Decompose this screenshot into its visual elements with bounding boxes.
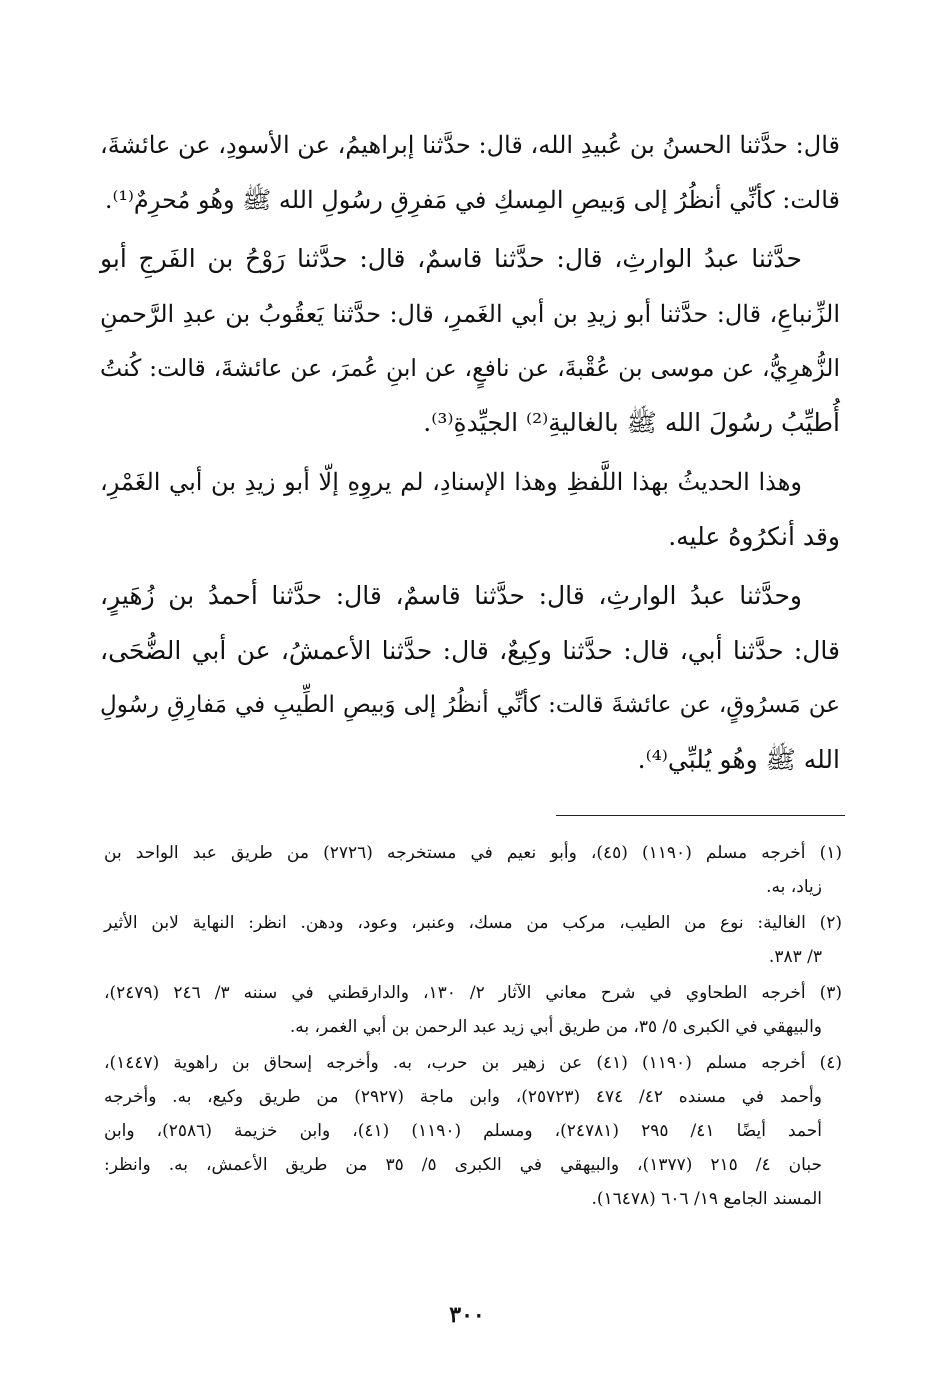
footnote-3 (104, 976, 842, 1044)
text-line: حدَّثنا عبدُ الوارثِ، قال: حدَّثنا قاسمٌ، قال: حدَّثنا رَوْحُ بن الفَرجِ أبو (100, 244, 802, 273)
footnotes (104, 836, 842, 1216)
text-line: قال: حدَّثنا أبي، قال: حدَّثنا وكِيعٌ، قال: حدَّثنا الأعمشُ، عن أبي الضُّحَى، (100, 635, 840, 665)
paragraph-3 (100, 455, 840, 564)
footnote-line: وأحمد في مسنده ٤٢/ ٤٧٤ (٢٥٧٢٣)، وابن ماجة (٢٩٢٧) من طريق وكيع، به. وأخرجه (104, 1087, 822, 1107)
page-number: ٣٠٠ (449, 1302, 485, 1328)
footnote-line: (٣) أخرجه الطحاوي في شرح معاني الآثار ٢/ ١٣٠، والدارقطني في سننه ٣/ ٢٤٦ (٢٤٧٩)، (104, 983, 842, 1003)
footnote-2 (104, 906, 842, 974)
footnote-line: (١) أخرجه مسلم (١١٩٠) (٤٥)، وأبو نعيم في مستخرجه (٢٧٢٦) من طريق عبد الواحد بن (104, 843, 842, 863)
main-text (100, 118, 840, 787)
text-line: الله ﷺ وهُو يُلبِّي⁽⁴⁾. (637, 744, 840, 774)
text-line: الزِّنباعِ، قال: حدَّثنا أبو زيدِ بن أبي الغَمرِ، قال: حدَّثنا يَعقُوبُ بن عبدِ الرَّحمنِ (100, 299, 840, 328)
footnote-line: والبيهقي في الكبرى ٥/ ٣٥، من طريق أبي زيد عبد الرحمن بن أبي الغمر، به. (289, 1017, 822, 1037)
text-line: عن مَسرُوقٍ، عن عائشةَ قالت: كأنِّي أنظُرُ إلى وَبيصِ الطِّيبِ في مَفارِقِ رسُولِ (100, 692, 840, 718)
footnote-line: ٣/ ٣٨٣. (768, 947, 822, 967)
footnote-line: حبان ٤/ ٢١٥ (١٣٧٧)، والبيهقي في الكبرى ٥/ ٣٥ من طريق الأعمش، به. وانظر: (104, 1155, 822, 1175)
footnote-line: (٢) الغالية: نوع من الطيب، مركب من مسك، وعنبر، وعود، ودهن. انظر: النهاية لابن الأثير (104, 913, 842, 933)
text-line: قال: حدَّثنا الحسنُ بن عُبيدِ الله، قال: حدَّثنا إبراهيمُ، عن الأسودِ، عن عائشةَ، (100, 131, 840, 159)
text-line: قالت: كأنِّي أنظُرُ إلى وَبيصِ المِسكِ في مَفرِقِ رسُولِ الله ﷺ وهُو مُحرِمٌ⁽¹⁾. (104, 185, 840, 214)
paragraph-2 (100, 232, 840, 450)
footnote-line: المسند الجامع ١٩/ ٦٠٦ (١٦٤٧٨). (591, 1189, 822, 1209)
footnote-4 (104, 1046, 842, 1216)
paragraph-1 (100, 118, 840, 227)
text-line: وقد أنكرُوهُ عليه. (668, 521, 840, 551)
text-line: وحدَّثنا عبدُ الوارثِ، قال: حدَّثنا قاسمٌ، قال: حدَّثنا أحمدُ بن زُهَيرٍ، (100, 581, 802, 610)
footnote-divider (556, 815, 845, 816)
footnote-line: (٤) أخرجه مسلم (١١٩٠) (٤١) عن زهير بن حرب، به. وأخرجه إسحاق بن راهوية (١٤٤٧)، (104, 1053, 842, 1073)
footnote-line: زياد، به. (766, 877, 822, 897)
footnote-line: أحمد أيضًا ٤١/ ٢٩٥ (٢٤٧٨١)، ومسلم (١١٩٠) (٤١)، وابن خزيمة (٢٥٨٦)، وابن (104, 1121, 822, 1141)
paragraph-4 (100, 569, 840, 787)
text-line: أُطيِّبُ رسُولَ الله ﷺ بالغاليةِ⁽²⁾ الجيِّدةِ⁽³⁾. (423, 407, 840, 437)
text-line: الزُّهرِيُّ، عن موسى بن عُقْبةَ، عن نافعٍ، عن ابنِ عُمرَ، عن عائشةَ، قالت: كُنتُ (100, 354, 840, 382)
text-line: وهذا الحديثُ بهذا اللَّفظِ وهذا الإسنادِ، لم يروِهِ إلّا أبو زيدِ بن أبي الغَمْرِ، (100, 468, 802, 496)
footnote-1 (104, 836, 842, 904)
